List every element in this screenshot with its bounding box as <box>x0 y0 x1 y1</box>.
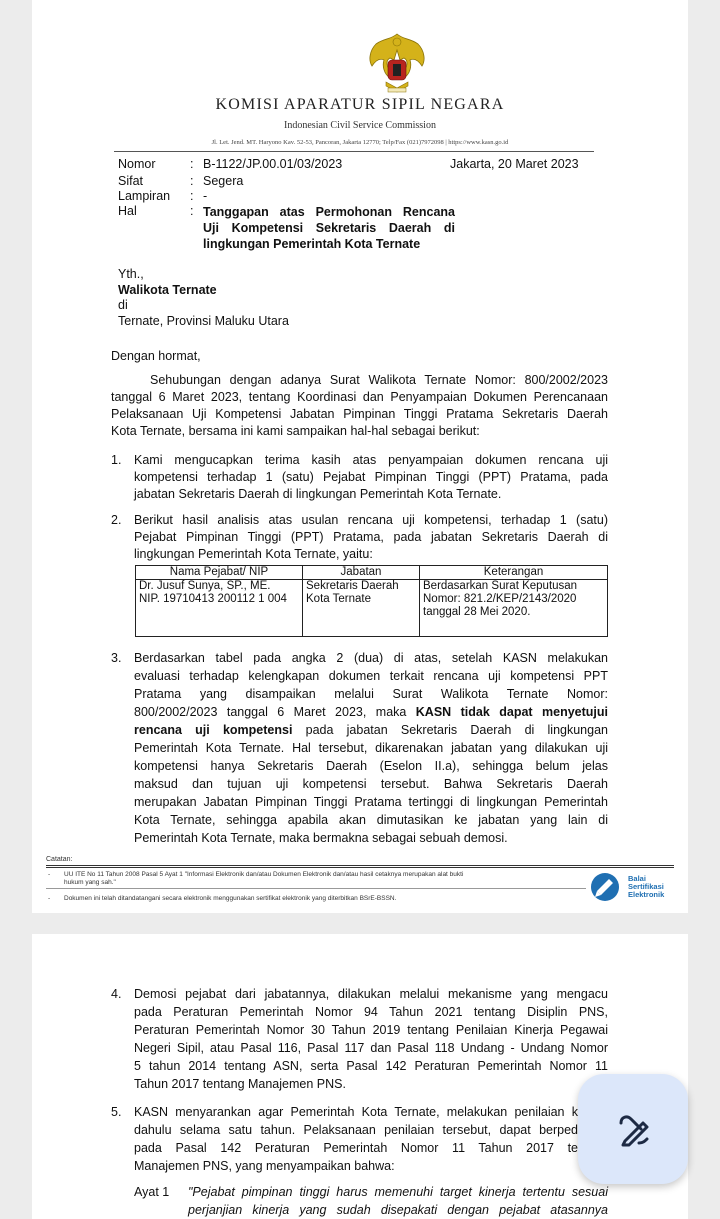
keterangan-line-1: Berdasarkan Surat Keputusan <box>423 580 578 592</box>
table-cell-nama <box>136 580 303 637</box>
intro-line-1: Sehubungan dengan adanya Surat Walikota Ternate Nomor: 800/2002/2023 <box>150 373 608 387</box>
item-4-line-6: Tahun 2017 tentang Manajemen PNS. <box>134 1077 346 1091</box>
item-5-line-3: pada Pasal 142 Peraturan Pemerintah Nomor 11 Tahun 2017 te <box>134 1141 578 1155</box>
ayat-line-2: perjanjian kinerja yang sudah disepakati dengan pejabat atasannya <box>188 1203 608 1217</box>
nomor-label: Nomor <box>118 157 156 171</box>
nomor-colon: : <box>190 157 194 171</box>
hal-label: Hal <box>118 204 137 218</box>
pejabat-table <box>135 565 608 637</box>
footer-note-2: Dokumen ini telah ditandatangani secara elektronik menggunakan sertifikat elektronik yang diterbitkan BSrE-BSSN. <box>64 895 397 902</box>
bsre-text-3: Elektronik <box>628 890 665 899</box>
item-1-line-1: Kami mengucapkan terima kasih atas penyampaian dokumen rencana uji <box>134 453 608 467</box>
place-date: Jakarta, 20 Maret 2023 <box>450 157 579 171</box>
footer-bullet-1: - <box>48 871 51 878</box>
ayat-line-1: "Pejabat pimpinan tinggi harus memenuhi target kinerja tertentu sesuai <box>188 1185 608 1199</box>
item-3-line-7: kompetensi hanya Sekretaris Daerah (Eselon II.a), sehingga belum jelas <box>134 759 608 773</box>
keterangan-line-2: Nomor: 821.2/KEP/2143/2020 <box>423 593 577 605</box>
greeting: Dengan hormat, <box>111 349 201 363</box>
item-3-line-2: evaluasi terhadap kelengkapan dokumen terkait rencana uji kompetensi PPT <box>134 669 608 683</box>
jabatan-line-2: Kota Ternate <box>306 593 372 605</box>
table-header-row <box>136 566 608 580</box>
table-header-nama: Nama Pejabat/ NIP <box>136 566 303 580</box>
item-1-line-2: kompetensi terhadap 1 (satu) Pejabat Pimpinan Tinggi (PPT) Pratama, pada <box>134 470 608 484</box>
item-3-line-5 <box>134 722 608 738</box>
table-header-keterangan: Keterangan <box>420 566 608 580</box>
intro-line-2: tanggal 6 Maret 2023, tentang Koordinasi dan Penyampaian Dokumen Perencanaan <box>111 390 608 404</box>
item-3-line-4-text: 800/2002/2023 tanggal 6 Maret 2023, maka <box>134 705 416 719</box>
item-2-number: 2. <box>111 513 122 527</box>
item-2-line-1: Berikut hasil analisis atas usulan rencana uji kompetensi, terhadap 1 (satu) <box>134 513 608 527</box>
letterhead-rule <box>114 151 594 152</box>
item-5-number: 5. <box>111 1105 122 1119</box>
item-5-line-2: dahulu selama satu tahun. Pelaksanaan penilaian tersebut, dapat berped <box>134 1123 578 1137</box>
item-3-line-3: Pratama yang disampaikan melalui Surat Walikota Ternate Nomor: <box>134 687 608 701</box>
footer-note-1b: hukum yang sah." <box>64 879 116 886</box>
item-4-line-5: 5 tahun 2014 tentang ASN, serta Pasal 142 Peraturan Pemerintah Nomor 11 <box>134 1059 608 1073</box>
table-row <box>136 580 608 637</box>
item-4-line-2: pada Peraturan Pemerintah Nomor 94 Tahun 2021 tentang Disiplin PNS, <box>134 1005 608 1019</box>
item-4-number: 4. <box>111 987 122 1001</box>
item-2-line-3: lingkungan Pemerintah Kota Ternate, yaitu: <box>134 547 373 561</box>
hal-line-2: Uji Kompetensi Sekretaris Daerah di <box>203 221 455 235</box>
keterangan-line-3: tanggal 28 Mei 2020. <box>423 606 531 618</box>
lampiran-value: - <box>203 189 208 203</box>
footer-note-1a: UU ITE No 11 Tahun 2008 Pasal 5 Ayat 1 "Informasi Elektronik dan/atau Dokumen Elektronik dan/atau hasil cetaknya merupakan alat bukti <box>64 871 464 878</box>
item-2-line-2: Pejabat Pimpinan Tinggi (PPT) Pratama, pada jabatan Sekretaris Daerah di <box>134 530 608 544</box>
footer-rule-mid <box>46 888 586 889</box>
jabatan-line-1: Sekretaris Daerah <box>306 580 399 592</box>
recipient-di: di <box>118 298 128 312</box>
edit-fab-button[interactable] <box>578 1074 688 1184</box>
item-1-number: 1. <box>111 453 122 467</box>
item-3-line-9: merupakan Jabatan Pimpinan Tinggi Pratama tertinggi di lingkungan Pemerintah <box>134 795 608 809</box>
pejabat-nip: NIP. 19710413 200112 1 004 <box>139 593 287 605</box>
item-3-line-11: Pemerintah Kota Ternate, maka bermakna sebagai sebuah demosi. <box>134 831 508 845</box>
sifat-colon: : <box>190 174 194 188</box>
item-4-line-4: Negeri Sipil, atau Pasal 116, Pasal 117 dan Pasal 118 Undang - Undang Nomor <box>134 1041 608 1055</box>
footer-rule-top-2 <box>46 867 674 868</box>
item-1-line-3: jabatan Sekretaris Daerah di lingkungan Pemerintah Kota Ternate. <box>134 487 502 501</box>
org-address: Jl. Let. Jend. MT. Haryono Kav. 52-53, Pancoran, Jakarta 12770; Telp/Fax (021)7972098 | https://www.kasn.go.id <box>211 139 509 146</box>
pejabat-name: Dr. Jusuf Sunya, SP., ME. <box>139 580 271 592</box>
footer-bullet-2: - <box>48 895 51 902</box>
item-3-number: 3. <box>111 651 122 665</box>
table-cell-jabatan <box>303 580 420 637</box>
item-3-line-5-bold: rencana uji kompetensi <box>134 723 293 737</box>
item-3-line-6: Pemerintah Kota Ternate. Hal tersebut, dikarenakan jabatan yang dilakukan uji <box>134 741 608 755</box>
sifat-value: Segera <box>203 174 244 188</box>
bsre-text <box>628 875 664 899</box>
table-cell-keterangan <box>420 580 608 637</box>
sifat-label: Sifat <box>118 174 144 188</box>
item-3-line-5-text: pada jabatan Sekretaris Daerah di lingkungan <box>292 723 608 737</box>
edit-pen-icon <box>613 1109 653 1149</box>
item-3-line-10: Kota Ternate, sehingga apabila akan dimutasikan ke jabatan yang lain di <box>134 813 608 827</box>
item-4-line-1: Demosi pejabat dari jabatannya, dilakukan melalui mekanisme yang mengacu <box>134 987 608 1001</box>
item-3-line-8: maksud dan tujuan uji kompetensi tersebut. Bahwa Sekretaris Daerah <box>134 777 608 791</box>
org-subtitle: Indonesian Civil Service Commission <box>284 120 436 131</box>
intro-line-3: Pelaksanaan Uji Kompetensi Jabatan Pimpinan Tinggi Pratama Sekretaris Daerah <box>111 407 608 421</box>
item-3-line-4-bold: KASN tidak dapat menyetujui <box>415 705 608 719</box>
item-5-line-1: KASN menyarankan agar Pemerintah Kota Ternate, melakukan penilaian k <box>134 1105 578 1119</box>
recipient-yth: Yth., <box>118 267 144 281</box>
nomor-value: B-1122/JP.00.01/03/2023 <box>203 157 343 171</box>
hal-line-1: Tanggapan atas Permohonan Rencana <box>203 205 455 219</box>
recipient-name: Walikota Ternate <box>118 283 217 297</box>
footer-label: Catatan: <box>46 856 73 863</box>
bsre-logo-icon <box>590 872 620 902</box>
intro-line-4: Kota Ternate, bersama ini kami sampaikan hal-hal sebagai berikut: <box>111 424 480 438</box>
item-5-line-4: Manajemen PNS, yang menyampaikan bahwa: <box>134 1159 395 1173</box>
lampiran-colon: : <box>190 189 194 203</box>
bsre-text-2: Sertifikasi <box>628 882 664 891</box>
table-header-jabatan: Jabatan <box>303 566 420 580</box>
item-3-line-1: Berdasarkan tabel pada angka 2 (dua) di atas, setelah KASN melakukan <box>134 651 608 665</box>
footer-rule-top <box>46 865 674 866</box>
item-4-line-3: Peraturan Pemerintah Nomor 30 Tahun 2019 tentang Penilaian Kinerja Pegawai <box>134 1023 608 1037</box>
hal-colon: : <box>190 204 194 218</box>
org-name: KOMISI APARATUR SIPIL NEGARA <box>215 96 505 113</box>
hal-line-3: lingkungan Pemerintah Kota Ternate <box>203 237 421 251</box>
bsre-text-1: Balai <box>628 874 646 883</box>
item-3-line-4 <box>134 704 608 720</box>
ayat-label: Ayat 1 <box>134 1185 170 1199</box>
lampiran-label: Lampiran <box>118 189 171 203</box>
recipient-place: Ternate, Provinsi Maluku Utara <box>118 314 289 328</box>
garuda-emblem-icon <box>366 30 428 96</box>
